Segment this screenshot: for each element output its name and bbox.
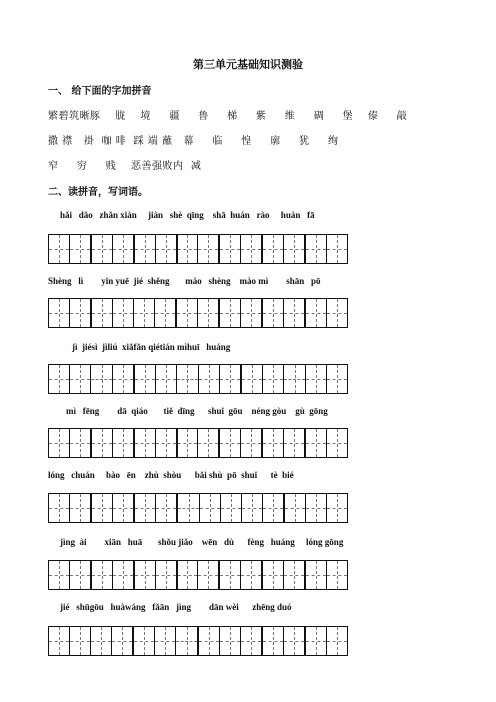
writing-cell[interactable]: [241, 494, 262, 522]
writing-cell[interactable]: [326, 429, 347, 457]
writing-cell[interactable]: [197, 627, 219, 655]
writing-grid-5[interactable]: [48, 493, 348, 523]
writing-cell[interactable]: [218, 561, 240, 589]
writing-cell[interactable]: [69, 627, 90, 655]
writing-cell[interactable]: [69, 494, 90, 522]
writing-cell[interactable]: [326, 494, 347, 522]
writing-cell[interactable]: [133, 235, 155, 263]
writing-cell[interactable]: [154, 627, 175, 655]
writing-cell[interactable]: [154, 299, 175, 327]
writing-cell[interactable]: [198, 365, 219, 393]
writing-cell[interactable]: [304, 299, 326, 327]
section1-heading: 一、 给下面的字加拼音: [48, 86, 152, 97]
writing-cell[interactable]: [240, 235, 261, 263]
writing-cell[interactable]: [90, 494, 112, 522]
writing-cell[interactable]: [261, 627, 283, 655]
writing-cell[interactable]: [90, 561, 112, 589]
writing-cell[interactable]: [326, 235, 347, 263]
writing-grid-7[interactable]: [48, 626, 348, 656]
pinyin-row-7: jié shūgōu huàwáng fǎān jìng dān wèi zhēng duó: [60, 602, 292, 612]
writing-cell[interactable]: [197, 235, 218, 263]
writing-cell[interactable]: [133, 561, 155, 589]
writing-cell[interactable]: [49, 365, 69, 393]
writing-cell[interactable]: [304, 429, 326, 457]
writing-cell[interactable]: [240, 429, 261, 457]
writing-cell[interactable]: [69, 365, 90, 393]
writing-cell[interactable]: [112, 494, 133, 522]
writing-cell[interactable]: [218, 299, 240, 327]
writing-cell[interactable]: [283, 235, 304, 263]
writing-cell[interactable]: [305, 494, 326, 522]
writing-cell[interactable]: [219, 627, 240, 655]
writing-grid-2[interactable]: [48, 298, 348, 328]
writing-cell[interactable]: [176, 561, 198, 589]
writing-cell[interactable]: [283, 627, 304, 655]
writing-cell[interactable]: [112, 365, 133, 393]
writing-cell[interactable]: [218, 429, 240, 457]
writing-cell[interactable]: [90, 627, 111, 655]
writing-cell[interactable]: [326, 627, 347, 655]
writing-grid-6[interactable]: [48, 560, 348, 590]
writing-cell[interactable]: [132, 627, 154, 655]
writing-cell[interactable]: [262, 494, 283, 522]
writing-cell[interactable]: [49, 299, 69, 327]
writing-cell[interactable]: [155, 494, 176, 522]
writing-cell[interactable]: [49, 561, 69, 589]
writing-cell[interactable]: [305, 365, 326, 393]
writing-cell[interactable]: [304, 627, 326, 655]
writing-cell[interactable]: [220, 494, 241, 522]
writing-cell[interactable]: [133, 299, 154, 327]
writing-cell[interactable]: [176, 429, 198, 457]
writing-cell[interactable]: [133, 494, 155, 522]
writing-cell[interactable]: [326, 561, 347, 589]
writing-cell[interactable]: [240, 299, 261, 327]
writing-cell[interactable]: [69, 561, 90, 589]
writing-cell[interactable]: [90, 235, 112, 263]
pinyin-row-2: Shèng lì yǐn yuē jié shěng mào shèng mào mì shān pō: [48, 276, 321, 286]
writing-cell[interactable]: [283, 429, 304, 457]
writing-cell[interactable]: [283, 494, 305, 522]
writing-cell[interactable]: [155, 365, 176, 393]
writing-cell[interactable]: [176, 494, 198, 522]
writing-cell[interactable]: [90, 299, 112, 327]
writing-cell[interactable]: [240, 561, 261, 589]
page-title: 第三单元基础知识测验: [193, 58, 303, 71]
writing-cell[interactable]: [49, 494, 69, 522]
writing-cell[interactable]: [176, 365, 197, 393]
writing-cell[interactable]: [49, 627, 69, 655]
writing-cell[interactable]: [112, 235, 133, 263]
writing-cell[interactable]: [112, 429, 133, 457]
writing-cell[interactable]: [175, 627, 196, 655]
writing-cell[interactable]: [49, 429, 69, 457]
writing-cell[interactable]: [90, 429, 112, 457]
pinyin-row-6: jìng ài xiān huā shǒu jiǎo wēn dù fèng huáng lóng gōng: [60, 537, 344, 547]
writing-cell[interactable]: [112, 299, 133, 327]
writing-cell[interactable]: [69, 429, 90, 457]
writing-cell[interactable]: [283, 561, 304, 589]
pinyin-row-5: lóng chuán bào ēn zhù shòu bǎi shù pō shuǐ tè bié: [48, 470, 294, 480]
writing-cell[interactable]: [176, 235, 198, 263]
writing-cell[interactable]: [197, 561, 218, 589]
writing-cell[interactable]: [261, 299, 283, 327]
writing-cell[interactable]: [304, 561, 326, 589]
writing-cell[interactable]: [261, 235, 283, 263]
writing-cell[interactable]: [175, 299, 197, 327]
writing-cell[interactable]: [90, 365, 111, 393]
writing-cell[interactable]: [133, 429, 155, 457]
writing-cell[interactable]: [261, 429, 283, 457]
pinyin-row-3: jì jiésì jìliú xiǎfǎn qiétián mìhuī huáng: [72, 342, 231, 352]
writing-cell[interactable]: [69, 235, 90, 263]
writing-cell[interactable]: [283, 299, 304, 327]
writing-cell[interactable]: [326, 365, 347, 393]
writing-cell[interactable]: [283, 365, 304, 393]
writing-cell[interactable]: [304, 235, 326, 263]
writing-cell[interactable]: [199, 494, 220, 522]
writing-grid-4[interactable]: [48, 428, 348, 458]
writing-cell[interactable]: [69, 299, 90, 327]
pinyin-row-4: mì fēng dā qiáo tiě dīng shuǐ gōu néng gòu gù gōng: [66, 406, 328, 416]
writing-grid-1[interactable]: [48, 234, 348, 264]
writing-cell[interactable]: [261, 561, 283, 589]
section2-heading: 二、读拼音，写词语。: [48, 187, 148, 198]
writing-cell[interactable]: [155, 561, 176, 589]
writing-cell[interactable]: [326, 299, 347, 327]
characters-row-1: 繁碧筑晰豚 胧 境 疆 鲁 梯 紫 维 碉 堡 傣 敲: [48, 111, 408, 122]
writing-cell[interactable]: [111, 627, 132, 655]
writing-grid-3[interactable]: [48, 364, 348, 394]
writing-cell[interactable]: [240, 627, 261, 655]
writing-cell[interactable]: [197, 429, 218, 457]
characters-row-2: 撒 襟 褂 咖 啡 踩 端 蘸 幕 临 惶 廓 犹 绚: [48, 136, 339, 147]
characters-row-3: 窄 穷 贱 恶善强败内 减: [48, 161, 202, 172]
writing-cell[interactable]: [218, 235, 240, 263]
writing-cell[interactable]: [219, 365, 240, 393]
writing-cell[interactable]: [155, 235, 176, 263]
writing-cell[interactable]: [112, 561, 133, 589]
pinyin-row-1: hǎi dǎo zhǎn xiàn jiàn shè qīng shā huán rào huàn fā: [60, 210, 315, 220]
writing-cell[interactable]: [49, 235, 69, 263]
writing-cell[interactable]: [155, 429, 176, 457]
writing-cell[interactable]: [133, 365, 155, 393]
writing-cell[interactable]: [240, 365, 262, 393]
writing-cell[interactable]: [197, 299, 218, 327]
writing-cell[interactable]: [262, 365, 283, 393]
